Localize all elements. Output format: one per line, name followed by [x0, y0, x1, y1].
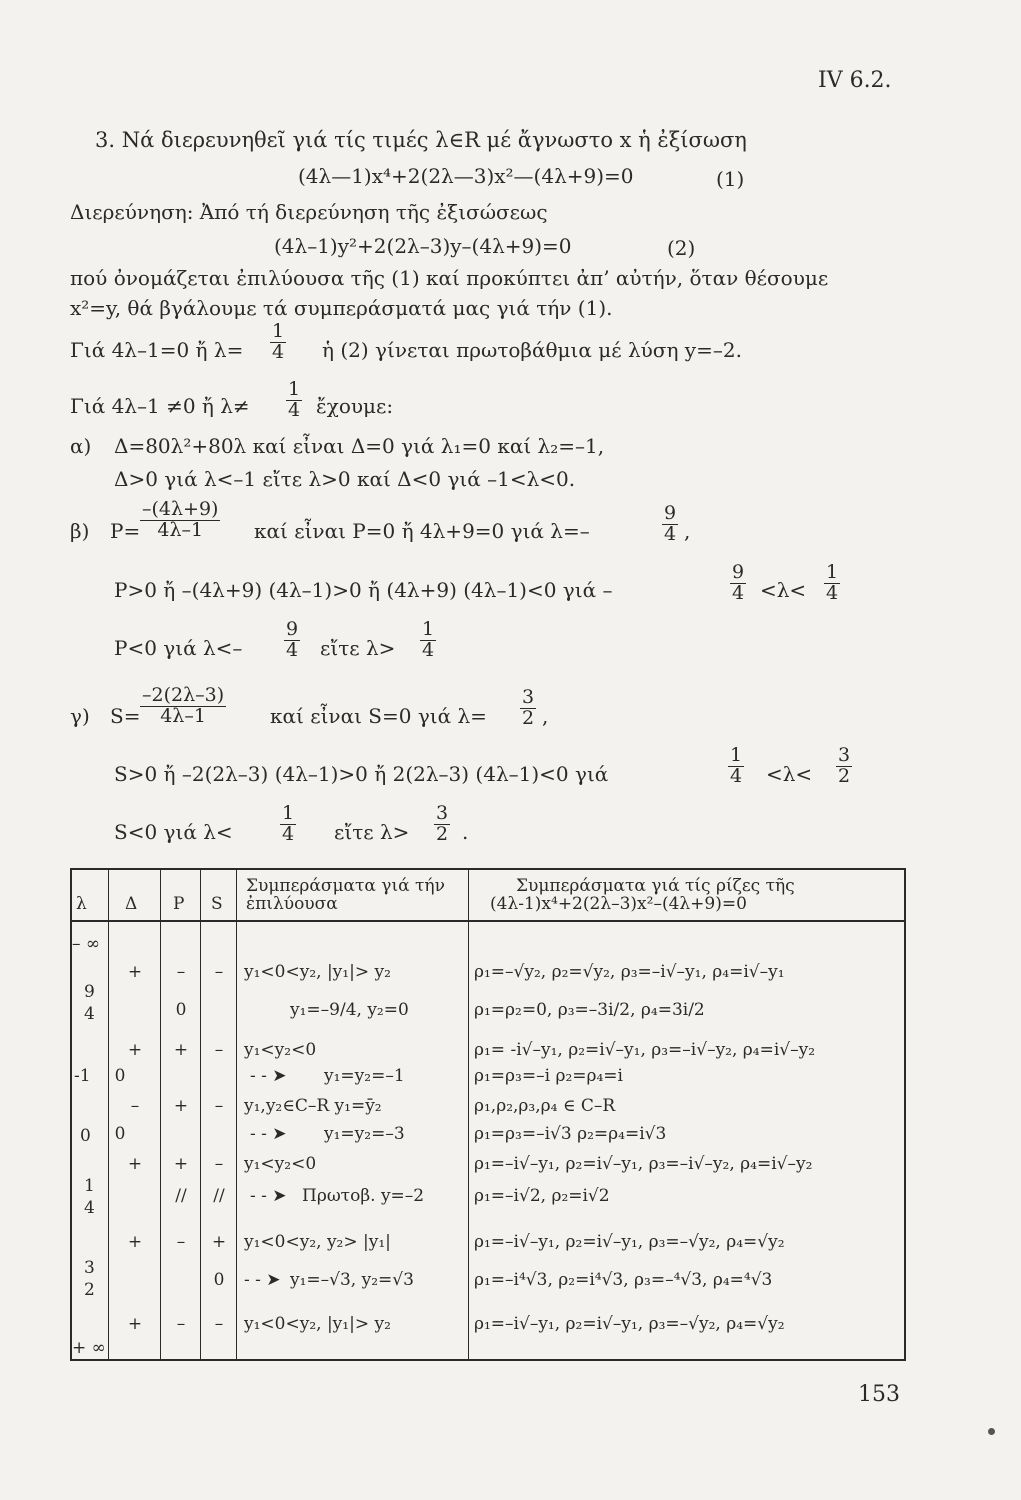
- beta-positive-high-fraction: [824, 563, 840, 604]
- row-6-roots: ρ₁=ρ₃=–i√3 ρ₂=ρ₄=i√3: [474, 1124, 667, 1144]
- row-1-delta: +: [127, 962, 143, 982]
- gamma-s-fraction: [140, 686, 226, 727]
- fraction-numerator: –(4λ+9): [142, 498, 219, 520]
- row-11-delta: +: [127, 1314, 143, 1334]
- fraction-denominator: 4: [282, 822, 295, 845]
- row-1-p: –: [176, 962, 186, 982]
- row-9-s: +: [211, 1232, 227, 1252]
- header-resolvent-line2: ἐπιλύουσα: [246, 894, 338, 914]
- header-lambda: λ: [76, 894, 87, 914]
- gamma-positive-high-fraction: [836, 746, 852, 787]
- col-sep-resolvent: [468, 868, 469, 1360]
- fraction-denominator: 2: [838, 764, 851, 787]
- row-4-arrow: - - ➤: [250, 1066, 287, 1086]
- row-6-delta: 0: [114, 1124, 126, 1144]
- fraction-numerator: 1: [422, 618, 435, 640]
- col-sep-lambda: [108, 868, 109, 1360]
- lambda-mark-3-num: 3: [84, 1258, 95, 1278]
- resolvent-equation: (4λ–1)y²+2(2λ–3)y–(4λ+9)=0: [274, 234, 572, 258]
- lambda-mark-minus-one: -1: [74, 1066, 91, 1086]
- beta-root-fraction: [662, 504, 678, 545]
- alpha-line-2: Δ>0 γιά λ<–1 εἴτε λ>0 καί Δ<0 γιά –1<λ<0.: [114, 467, 576, 491]
- alpha-label: α): [70, 434, 92, 458]
- case-not-equal-text: Γιά 4λ–1 ≠0 ἤ λ≠: [70, 394, 250, 418]
- fraction-numerator: 3: [838, 744, 851, 766]
- col-sep-delta: [160, 868, 161, 1360]
- gamma-positive-mid: <λ<: [766, 762, 813, 786]
- beta-comma: ,: [684, 519, 691, 543]
- row-1-resolvent: y₁<0<y₂, |y₁|> y₂: [244, 962, 391, 982]
- gamma-negative-low-fraction: [280, 804, 296, 845]
- gamma-root-fraction: [520, 688, 536, 729]
- row-1-roots: ρ₁=–√y₂, ρ₂=√y₂, ρ₃=–i√–y₁, ρ₄=i√–y₁: [474, 962, 785, 982]
- case-equal-text: Γιά 4λ–1=0 ἤ λ=: [70, 338, 244, 362]
- row-8-p: //: [175, 1186, 187, 1206]
- lambda-minus-infinity: – ∞: [72, 934, 101, 954]
- row-7-delta: +: [127, 1154, 143, 1174]
- row-4-resolvent: y₁=y₂=–1: [324, 1066, 405, 1086]
- page-number: 153: [858, 1382, 900, 1407]
- fraction-denominator: 4λ–1: [157, 518, 204, 541]
- row-7-s: –: [214, 1154, 224, 1174]
- gamma-positive-text: S>0 ἤ –2(2λ–3) (4λ–1)>0 ἤ 2(2λ–3) (4λ–1)<0 γιά: [114, 762, 609, 786]
- row-3-p: +: [173, 1040, 189, 1060]
- row-3-delta: +: [127, 1040, 143, 1060]
- row-8-roots: ρ₁=–i√2, ρ₂=i√2: [474, 1186, 610, 1206]
- beta-p-zero-text: καί εἶναι P=0 ἤ 4λ+9=0 γιά λ=–: [254, 519, 590, 543]
- row-6-resolvent: y₁=y₂=–3: [324, 1124, 405, 1144]
- fraction-numerator: 1: [272, 320, 285, 342]
- case-not-equal-post: ἔχουμε:: [316, 394, 394, 418]
- header-roots-line2: (4λ-1)x⁴+2(2λ–3)x²–(4λ+9)=0: [490, 894, 747, 914]
- row-9-delta: +: [127, 1232, 143, 1252]
- row-11-p: –: [176, 1314, 186, 1334]
- beta-negative-low-fraction: [284, 620, 300, 661]
- fraction-numerator: 1: [730, 744, 743, 766]
- fraction-numerator: –2(2λ–3): [142, 684, 225, 706]
- explanation-line-2: x²=y, θά βγάλουμε τά συμπεράσματά μας γιά τήν (1).: [70, 296, 613, 320]
- row-11-resolvent: y₁<0<y₂, |y₁|> y₂: [244, 1314, 391, 1334]
- row-11-roots: ρ₁=–i√–y₁, ρ₂=i√–y₁, ρ₃=–√y₂, ρ₄=√y₂: [474, 1314, 785, 1334]
- lambda-mark-3-den: 2: [84, 1280, 95, 1300]
- alpha-line-1: Δ=80λ²+80λ καί εἶναι Δ=0 γιά λ₁=0 καί λ₂=–1,: [114, 434, 605, 458]
- row-3-s: –: [214, 1040, 224, 1060]
- table-right-border: [904, 868, 906, 1360]
- beta-positive-low-fraction: [730, 563, 746, 604]
- beta-positive-mid: <λ<: [760, 578, 807, 602]
- gamma-negative-text: S<0 γιά λ<: [114, 820, 233, 844]
- row-5-delta: –: [130, 1096, 140, 1116]
- header-p: P: [173, 894, 185, 914]
- row-3-resolvent: y₁<y₂<0: [244, 1040, 317, 1060]
- row-8-resolvent: Πρωτοβ. y=–2: [302, 1186, 425, 1206]
- fraction-denominator: 4: [286, 638, 299, 661]
- header-resolvent-line1: Συμπεράσματα γιά τήν: [246, 876, 445, 896]
- row-5-p: +: [173, 1096, 189, 1116]
- row-6-arrow: - - ➤: [250, 1124, 287, 1144]
- gamma-comma: ,: [542, 704, 549, 728]
- col-sep-p: [200, 868, 201, 1360]
- row-5-s: –: [214, 1096, 224, 1116]
- gamma-negative-high-fraction: [434, 804, 450, 845]
- discussion-intro: Διερεύνηση: Ἀπό τή διερεύνηση τῆς ἐξισώσεως: [70, 200, 548, 224]
- col-sep-s: [236, 868, 237, 1360]
- beta-label: β): [70, 519, 90, 543]
- row-9-resolvent: y₁<0<y₂, y₂> |y₁|: [244, 1232, 391, 1252]
- fraction-numerator: 1: [282, 802, 295, 824]
- beta-negative-mid: εἴτε λ>: [320, 636, 396, 660]
- beta-p-eq: P=: [110, 519, 141, 543]
- fraction-denominator: 4: [422, 638, 435, 661]
- resolvent-number: (2): [667, 236, 696, 260]
- gamma-s-eq: S=: [110, 704, 141, 728]
- section-number: IV 6.2.: [818, 68, 892, 93]
- row-2-p: 0: [175, 1000, 187, 1020]
- gamma-negative-mid: εἴτε λ>: [334, 820, 410, 844]
- header-s: S: [211, 894, 223, 914]
- row-5-roots: ρ₁,ρ₂,ρ₃,ρ₄ ∈ C–R: [474, 1096, 616, 1116]
- beta-negative-text: P<0 γιά λ<–: [114, 636, 243, 660]
- row-3-roots: ρ₁= -i√–y₁, ρ₂=i√–y₁, ρ₃=–i√–y₂, ρ₄=i√–y₂: [474, 1040, 816, 1060]
- row-5-resolvent: y₁,y₂∈C–R y₁=ȳ₂: [244, 1096, 382, 1116]
- header-roots-line1: Συμπεράσματα γιά τίς ρίζες τῆς: [516, 876, 795, 896]
- lambda-mark-9-den: 4: [84, 1004, 95, 1024]
- explanation-line-1: πού ὀνομάζεται ἐπιλύουσα τῆς (1) καί προκύπτει ἀπ’ αὐτήν, ὅταν θέσουμε: [70, 266, 829, 290]
- fraction-numerator: 9: [664, 502, 677, 524]
- fraction-denominator: 4: [272, 340, 285, 363]
- ink-dot: [988, 1428, 995, 1435]
- lambda-mark-9-num: 9: [84, 982, 95, 1002]
- row-11-s: –: [214, 1314, 224, 1334]
- beta-negative-high-fraction: [420, 620, 436, 661]
- fraction-numerator: 3: [522, 686, 535, 708]
- row-2-resolvent: y₁=–9/4, y₂=0: [290, 1000, 409, 1020]
- header-delta: Δ: [125, 894, 138, 914]
- fraction-numerator: 9: [732, 561, 745, 583]
- case-equal-fraction: [270, 322, 286, 363]
- row-10-roots: ρ₁=–i⁴√3, ρ₂=i⁴√3, ρ₃=–⁴√3, ρ₄=⁴√3: [474, 1270, 773, 1290]
- table-bottom-border: [70, 1359, 906, 1361]
- case-equal-result: ἡ (2) γίνεται πρωτοβάθμια μέ λύση y=–2.: [322, 338, 742, 362]
- summary-table: [70, 868, 906, 1360]
- fraction-numerator: 3: [436, 802, 449, 824]
- row-10-resolvent: y₁=–√3, y₂=√3: [290, 1270, 414, 1290]
- lambda-mark-1-den: 4: [84, 1198, 95, 1218]
- gamma-period: .: [462, 820, 469, 844]
- fraction-denominator: 4: [288, 398, 301, 421]
- row-9-roots: ρ₁=–i√–y₁, ρ₂=i√–y₁, ρ₃=–√y₂, ρ₄=√y₂: [474, 1232, 785, 1252]
- row-9-p: –: [176, 1232, 186, 1252]
- row-8-s: //: [213, 1186, 225, 1206]
- lambda-plus-infinity: + ∞: [72, 1338, 106, 1358]
- gamma-s-zero-text: καί εἶναι S=0 γιά λ=: [270, 704, 487, 728]
- main-equation: (4λ—1)x⁴+2(2λ—3)x²—(4λ+9)=0: [298, 164, 634, 188]
- row-4-roots: ρ₁=ρ₃=–i ρ₂=ρ₄=i: [474, 1066, 623, 1086]
- fraction-denominator: 4λ–1: [160, 704, 206, 727]
- fraction-denominator: 2: [522, 706, 535, 729]
- row-7-resolvent: y₁<y₂<0: [244, 1154, 317, 1174]
- problem-title: 3. Νά διερευνηθεῖ γιά τίς τιμές λ∈R μέ ἄγνωστο x ἡ ἐξίσωση: [95, 128, 747, 152]
- fraction-denominator: 4: [826, 581, 839, 604]
- row-4-delta: 0: [114, 1066, 126, 1086]
- beta-positive-text: P>0 ἤ –(4λ+9) (4λ–1)>0 ἤ (4λ+9) (4λ–1)<0 γιά –: [114, 578, 613, 602]
- fraction-numerator: 9: [286, 618, 299, 640]
- fraction-denominator: 2: [436, 822, 449, 845]
- gamma-positive-low-fraction: [728, 746, 744, 787]
- fraction-denominator: 4: [664, 522, 677, 545]
- fraction-numerator: 1: [826, 561, 839, 583]
- table-top-border: [70, 868, 906, 870]
- fraction-numerator: 1: [288, 378, 301, 400]
- main-equation-number: (1): [716, 167, 745, 191]
- row-7-p: +: [173, 1154, 189, 1174]
- row-10-arrow: - - ➤: [244, 1270, 281, 1290]
- row-2-roots: ρ₁=ρ₂=0, ρ₃=–3i/2, ρ₄=3i/2: [474, 1000, 705, 1020]
- row-1-s: –: [214, 962, 224, 982]
- lambda-mark-1-num: 1: [84, 1176, 95, 1196]
- row-7-roots: ρ₁=–i√–y₁, ρ₂=i√–y₁, ρ₃=–i√–y₂, ρ₄=i√–y₂: [474, 1154, 813, 1174]
- gamma-label: γ): [70, 704, 90, 728]
- row-8-arrow: - - ➤: [250, 1186, 287, 1206]
- fraction-denominator: 4: [732, 581, 745, 604]
- lambda-mark-zero: 0: [80, 1126, 91, 1146]
- fraction-denominator: 4: [730, 764, 743, 787]
- table-header-separator: [70, 920, 906, 922]
- case-not-equal-fraction: [286, 380, 302, 421]
- beta-p-fraction: [140, 500, 220, 541]
- row-10-s: 0: [213, 1270, 225, 1290]
